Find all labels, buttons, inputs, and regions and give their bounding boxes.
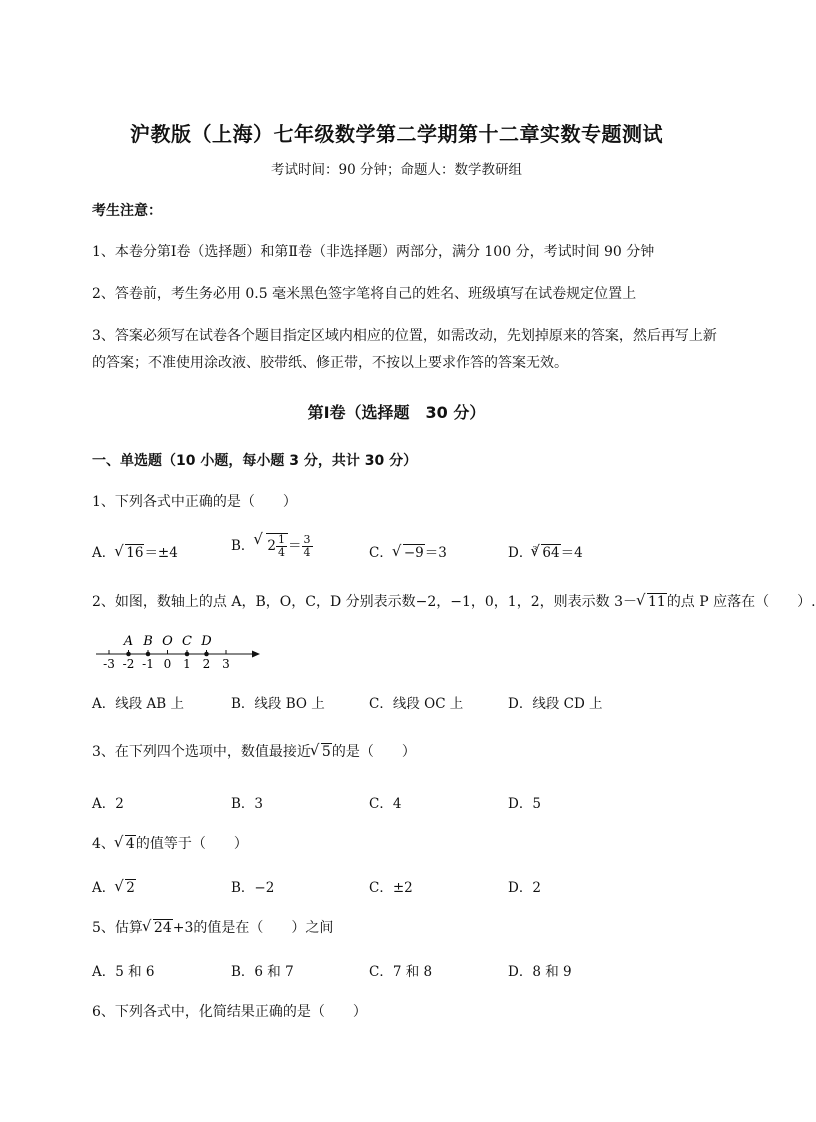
option-a[interactable]: A．2 <box>92 796 124 812</box>
axis-point <box>185 652 190 657</box>
option-c[interactable]: C．线段 OC 上 <box>369 696 464 712</box>
number-line-figure <box>92 630 272 672</box>
question-4-stem: 4、√ 4的值等于（ ） <box>92 833 248 853</box>
question-6-stem: 6、下列各式中，化简结果正确的是（ ） <box>92 1004 367 1020</box>
exam-title: 沪教版（上海）七年级数学第二学期第十二章实数专题测试 <box>130 122 663 146</box>
option-d[interactable]: D．$^3$√ 64＝4 <box>508 541 583 561</box>
axis-tick-label: 3 <box>222 657 230 671</box>
part-title: 一、单选题（10 小题，每小题 3 分，共计 30 分） <box>92 453 418 469</box>
option-b[interactable]: B．√ 2 $\frac{1}{4}$ ＝ $\frac{3}{4}$ <box>231 533 313 559</box>
option-b[interactable]: B．6 和 7 <box>231 964 294 980</box>
notice-item-3-cont: 的答案；不准使用涂改液、胶带纸、修正带，不按以上要求作答的答案无效。 <box>92 355 568 371</box>
notice-item-2: 2、答卷前，考生务必用 0.5 毫米黑色签字笔将自己的姓名、班级填写在试卷规定位置上 <box>92 286 637 302</box>
question-1-stem: 1、下列各式中正确的是（ ） <box>92 494 297 510</box>
question-2-stem: 2、如图，数轴上的点 A，B，O，C，D 分别表示数−2，−1，0，1，2，则表示数 3－√ 11的点 P 应落在（ ）. <box>92 591 816 611</box>
option-d[interactable]: D．8 和 9 <box>508 964 572 980</box>
question-3-options <box>92 792 692 814</box>
question-5-options <box>92 960 692 982</box>
option-a[interactable]: A．√ 2 <box>92 876 136 896</box>
axis-point <box>146 652 151 657</box>
axis-point-label: C <box>182 634 192 649</box>
notice-heading: 考生注意： <box>92 203 162 219</box>
option-c[interactable]: C．4 <box>369 796 402 812</box>
question-5-stem: 5、估算√ 24+3的值是在（ ）之间 <box>92 917 333 937</box>
option-a[interactable]: A．线段 AB 上 <box>92 696 185 712</box>
section-title: 第Ⅰ卷（选择题 30 分） <box>307 403 486 422</box>
axis-tick-label: -1 <box>142 657 154 671</box>
axis-tick-label: -2 <box>122 657 135 671</box>
notice-item-3: 3、答案必须写在试卷各个题目指定区域内相应的位置，如需改动，先划掉原来的答案，然后再写上新 <box>92 328 717 344</box>
axis-tick-label: 0 <box>163 657 172 671</box>
option-b[interactable]: B．线段 BO 上 <box>231 696 325 712</box>
option-d[interactable]: D．5 <box>508 796 541 812</box>
question-1-options <box>92 533 692 563</box>
axis-tick-label: -3 <box>103 657 115 671</box>
axis-point <box>204 652 209 657</box>
axis-point-label: A <box>123 634 134 649</box>
notice-item-1: 1、本卷分第Ⅰ卷（选择题）和第Ⅱ卷（非选择题）两部分，满分 100 分，考试时间 90 分钟 <box>92 244 655 260</box>
option-c[interactable]: C．±2 <box>369 880 413 896</box>
option-d[interactable]: D．线段 CD 上 <box>508 696 603 712</box>
option-a[interactable]: A．5 和 6 <box>92 964 155 980</box>
axis-point <box>126 652 131 657</box>
axis-point-label: B <box>143 634 153 649</box>
option-b[interactable]: B．−2 <box>231 880 275 896</box>
axis-point-label: D <box>201 634 212 649</box>
question-2-options <box>92 692 692 714</box>
option-c[interactable]: C．√ −9＝3 <box>369 541 447 561</box>
axis-tick-label: 1 <box>183 657 191 671</box>
axis-point-label: O <box>162 634 173 649</box>
axis-tick-label: 2 <box>202 657 211 671</box>
question-3-stem: 3、在下列四个选项中，数值最接近√ 5的是（ ） <box>92 741 416 761</box>
option-a[interactable]: A．√ 16＝±4 <box>92 541 178 561</box>
option-d[interactable]: D．2 <box>508 880 541 896</box>
question-4-options <box>92 876 692 898</box>
option-c[interactable]: C．7 和 8 <box>369 964 433 980</box>
exam-subtitle: 考试时间：90 分钟；命题人：数学教研组 <box>271 162 522 178</box>
option-b[interactable]: B．3 <box>231 796 264 812</box>
